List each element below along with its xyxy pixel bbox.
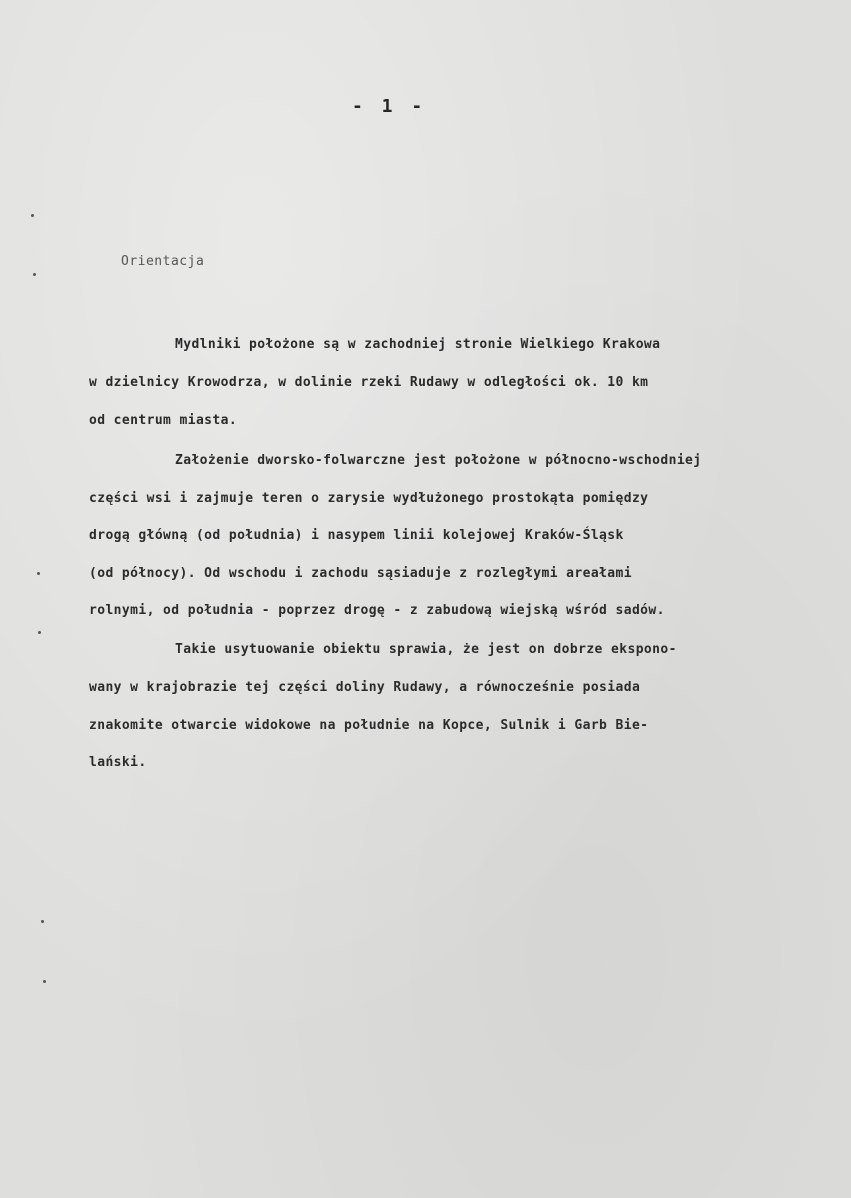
text-line: od centrum miasta. (89, 413, 238, 428)
text-line: (od północy). Od wschodu i zachodu sąsiaduje z rozległymi areałami (89, 566, 632, 581)
scan-speck (31, 214, 34, 217)
scan-speck (41, 920, 44, 923)
section-heading: Orientacja (121, 254, 205, 269)
page-number: - 1 - (352, 96, 427, 117)
text-line: znakomite otwarcie widokowe na południe na Kopce, Sulnik i Garb Bie- (89, 718, 649, 733)
text-line: rolnymi, od południa - poprzez drogę - z zabudową wiejską wśród sadów. (89, 603, 665, 618)
text-line: drogą główną (od południa) i nasypem linii kolejowej Kraków-Śląsk (89, 528, 624, 543)
scan-speck (43, 980, 46, 983)
text-line: lański. (89, 755, 147, 770)
text-line: w dzielnicy Krowodrza, w dolinie rzeki Rudawy w odległości ok. 10 km (89, 375, 649, 390)
text-line: Założenie dworsko-folwarczne jest położone w północno-wschodniej (175, 453, 702, 468)
scan-speck (33, 273, 36, 276)
text-line: wany w krajobrazie tej części doliny Rudawy, a równocześnie posiada (89, 680, 641, 695)
scan-speck (37, 572, 40, 575)
text-line: Takie usytuowanie obiektu sprawia, że jest on dobrze ekspono- (175, 642, 677, 657)
scan-speck (38, 631, 41, 634)
text-line: Mydlniki położone są w zachodniej stronie Wielkiego Krakowa (175, 337, 661, 352)
text-line: części wsi i zajmuje teren o zarysie wydłużonego prostokąta pomiędzy (89, 491, 649, 506)
